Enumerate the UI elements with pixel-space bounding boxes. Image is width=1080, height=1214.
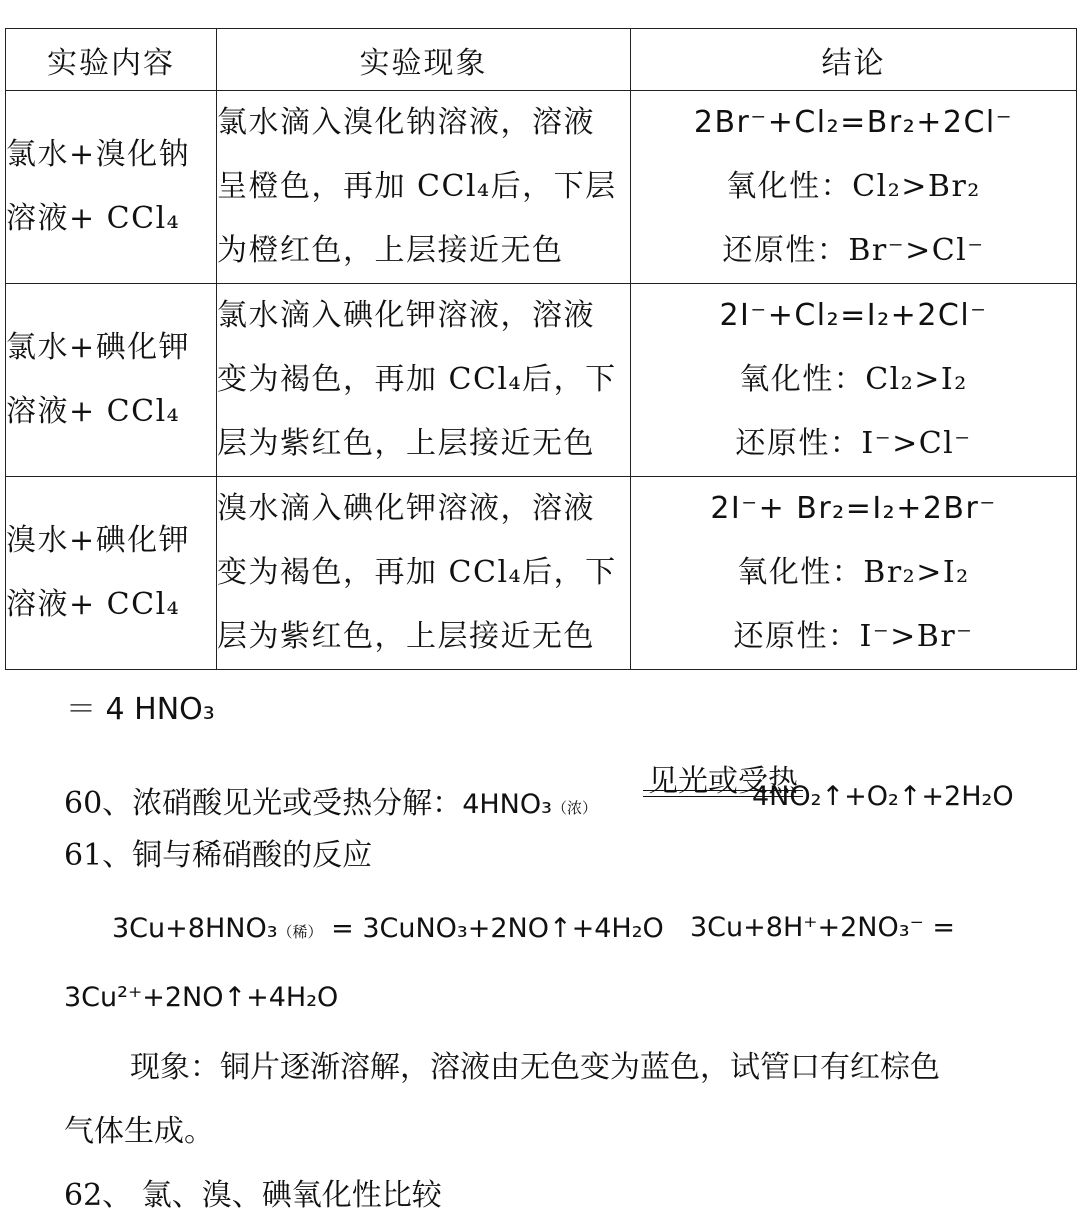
table-row bbox=[6, 477, 1077, 670]
content-cell: 氯水+溴化钠 溶液+ CCl₄ bbox=[6, 91, 217, 284]
equation-tail: ＝ 4 HNO₃ bbox=[66, 692, 215, 727]
item-60-state: （浓） bbox=[551, 799, 597, 817]
content-cell: 溴水+碘化钾 溶液+ CCl₄ bbox=[6, 477, 217, 670]
item-61-phenomenon: 现象：铜片逐渐溶解，溶液由无色变为蓝色，试管口有红棕色 bbox=[130, 1050, 940, 1085]
header-conclusion: 结论 bbox=[631, 29, 1077, 91]
phenomenon-cell: 氯水滴入碘化钾溶液，溶液 变为褐色，再加 CCl₄后，下 层为紫红色，上层接近无色 bbox=[217, 284, 631, 477]
header-content: 实验内容 bbox=[6, 29, 217, 91]
content-cell: 氯水+碘化钾 溶液+ CCl₄ bbox=[6, 284, 217, 477]
conclusion-cell: 2I⁻+ Br₂=I₂+2Br⁻ 氧化性：Br₂>I₂ 还原性：I⁻>Br⁻ bbox=[631, 477, 1077, 670]
header-phenomenon: 实验现象 bbox=[217, 29, 631, 91]
item-62-title: 62、 氯、溴、碘氧化性比较 bbox=[64, 1178, 442, 1213]
table-header-row bbox=[6, 29, 1077, 91]
phenomenon-cell: 溴水滴入碘化钾溶液，溶液 变为褐色，再加 CCl₄后，下 层为紫红色，上层接近无色 bbox=[217, 477, 631, 670]
item-61-equation-2-cont: 3Cu²⁺+2NO↑+4H₂O bbox=[64, 982, 339, 1013]
experiment-table bbox=[5, 28, 1077, 670]
conclusion-cell: 2Br⁻+Cl₂=Br₂+2Cl⁻ 氧化性：Cl₂>Br₂ 还原性：Br⁻>Cl⁻ bbox=[631, 91, 1077, 284]
item-61-phenomenon-cont: 气体生成。 bbox=[64, 1114, 214, 1149]
item-61-title: 61、铜与稀硝酸的反应 bbox=[64, 838, 373, 873]
item-60-condition: 见光或受热 bbox=[648, 764, 798, 799]
item-60-reactant: 4HNO₃ bbox=[462, 789, 552, 820]
table-row bbox=[6, 91, 1077, 284]
table-row bbox=[6, 284, 1077, 477]
item-61-equation-2: 3Cu+8H⁺+2NO₃⁻ = bbox=[690, 912, 956, 943]
item-61-equation-1: 3Cu+8HNO₃（稀） = 3CuNO₃+2NO↑+4H₂O bbox=[112, 913, 664, 944]
phenomenon-cell: 氯水滴入溴化钠溶液，溶液 呈橙色，再加 CCl₄后，下层 为橙红色，上层接近无色 bbox=[217, 91, 631, 284]
item-60-prefix: 60、浓硝酸见光或受热分解： bbox=[64, 786, 463, 821]
item-60 bbox=[64, 778, 597, 822]
item-60-products: 4NO₂↑+O₂↑+2H₂O bbox=[752, 781, 1014, 812]
conclusion-cell: 2I⁻+Cl₂=I₂+2Cl⁻ 氧化性：Cl₂>I₂ 还原性：I⁻>Cl⁻ bbox=[631, 284, 1077, 477]
